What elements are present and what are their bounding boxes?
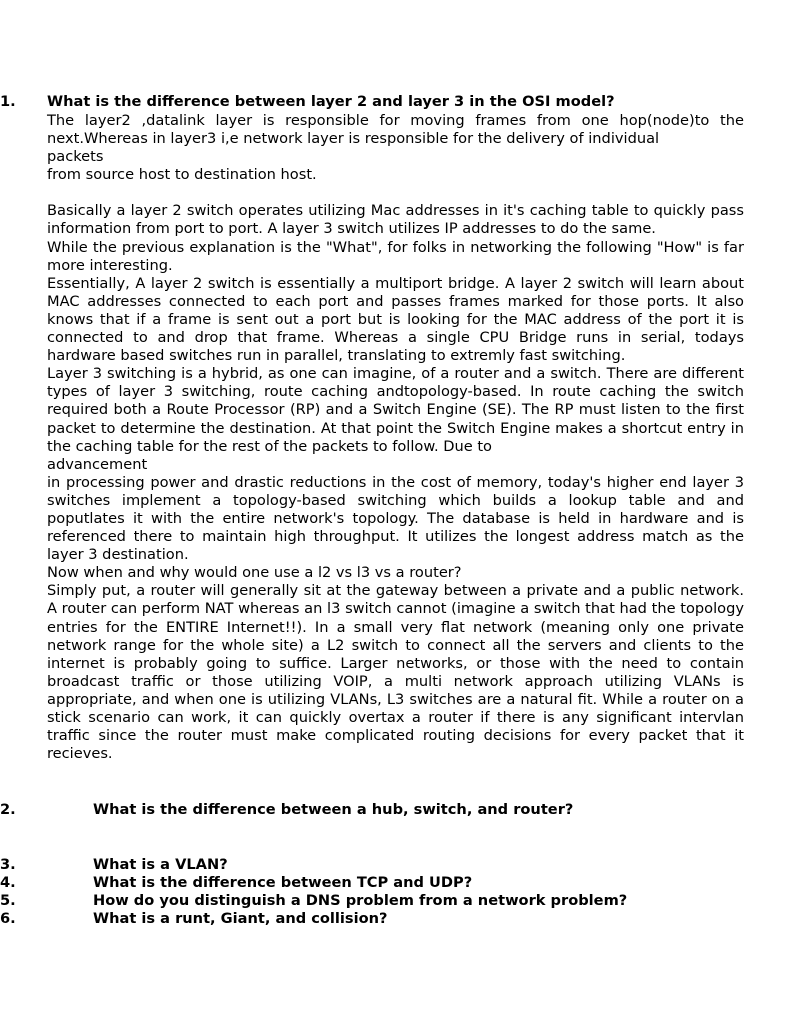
answer-paragraph: packets — [47, 148, 104, 166]
question-title: What is a VLAN? — [93, 856, 228, 873]
answer-paragraph: The layer2 ,datalink layer is responsible for moving frames from one hop(node)to the next.Whereas in layer3 i,e network layer is responsible for the delivery of individual — [47, 112, 744, 148]
question-number: 4. — [0, 874, 16, 891]
question-number: 6. — [0, 910, 16, 927]
answer-paragraph: Now when and why would one use a l2 vs l3 vs a router? — [47, 564, 462, 582]
question-title: What is the difference between layer 2 and layer 3 in the OSI model? — [47, 93, 615, 110]
question-title: What is the difference between a hub, switch, and router? — [93, 801, 574, 818]
answer-paragraph: in processing power and drastic reductions in the cost of memory, today's higher end layer 3 switches implement a topology-based switching which builds a lookup table and and poputlates it with the entire network's topology. The database is held in hardware and is referenced there to maintain high throughput. It utilizes the longest address match as the layer 3 destination. — [47, 473, 744, 564]
question-title: What is the difference between TCP and UDP? — [93, 874, 473, 891]
question-title: What is a runt, Giant, and collision? — [93, 910, 388, 927]
answer-paragraph: Essentially, A layer 2 switch is essentially a multiport bridge. A layer 2 switch will learn about MAC addresses connected to each port and passes frames marked for those ports. It also knows that if a frame is sent out a port but is looking for the MAC address of the port it is connected to and drop that frame. Whereas a single CPU Bridge runs in serial, todays hardware based switches run in parallel, translating to extremly fast switching. — [47, 274, 744, 365]
question-title: How do you distinguish a DNS problem from a network problem? — [93, 892, 628, 909]
answer-body — [47, 112, 744, 763]
question-number: 3. — [0, 856, 16, 873]
paragraph-spacer — [47, 184, 744, 202]
answer-paragraph: While the previous explanation is the "What", for folks in networking the following "How" is far more interesting. — [47, 238, 744, 274]
answer-paragraph: advancement — [47, 455, 148, 473]
question-number: 2. — [0, 801, 16, 818]
question-number: 1. — [0, 93, 16, 110]
answer-paragraph: Simply put, a router will generally sit at the gateway between a private and a public network. A router can perform NAT whereas an l3 switch cannot (imagine a switch that had the topology entries for the ENTIRE Internet!!). In a small very flat network (meaning only one private network range for the whole site) a L2 switch to connect all the servers and clients to the internet is probably going to suffice. Larger networks, or those with the need to contain broadcast traffic or those utilizing VOIP, a multi network approach utilizing VLANs is appropriate, and when one is utilizing VLANs, L3 switches are a natural fit. While a router on a stick scenario can work, it can quickly overtax a router if there is any significant intervlan traffic since the router must make complicated routing decisions for every packet that it recieves. — [47, 582, 744, 763]
answer-paragraph: Layer 3 switching is a hybrid, as one can imagine, of a router and a switch. There are different types of layer 3 switching, route caching andtopology-based. In route caching the switch required both a Route Processor (RP) and a Switch Engine (SE). The RP must listen to the first packet to determine the destination. At that point the Switch Engine makes a shortcut entry in the caching table for the rest of the packets to follow. Due to — [47, 365, 744, 455]
question-number: 5. — [0, 892, 16, 909]
answer-paragraph: Basically a layer 2 switch operates utilizing Mac addresses in it's caching table to quickly pass information from port to port. A layer 3 switch utilizes IP addresses to do the same. — [47, 202, 744, 238]
answer-paragraph: from source host to destination host. — [47, 166, 317, 184]
